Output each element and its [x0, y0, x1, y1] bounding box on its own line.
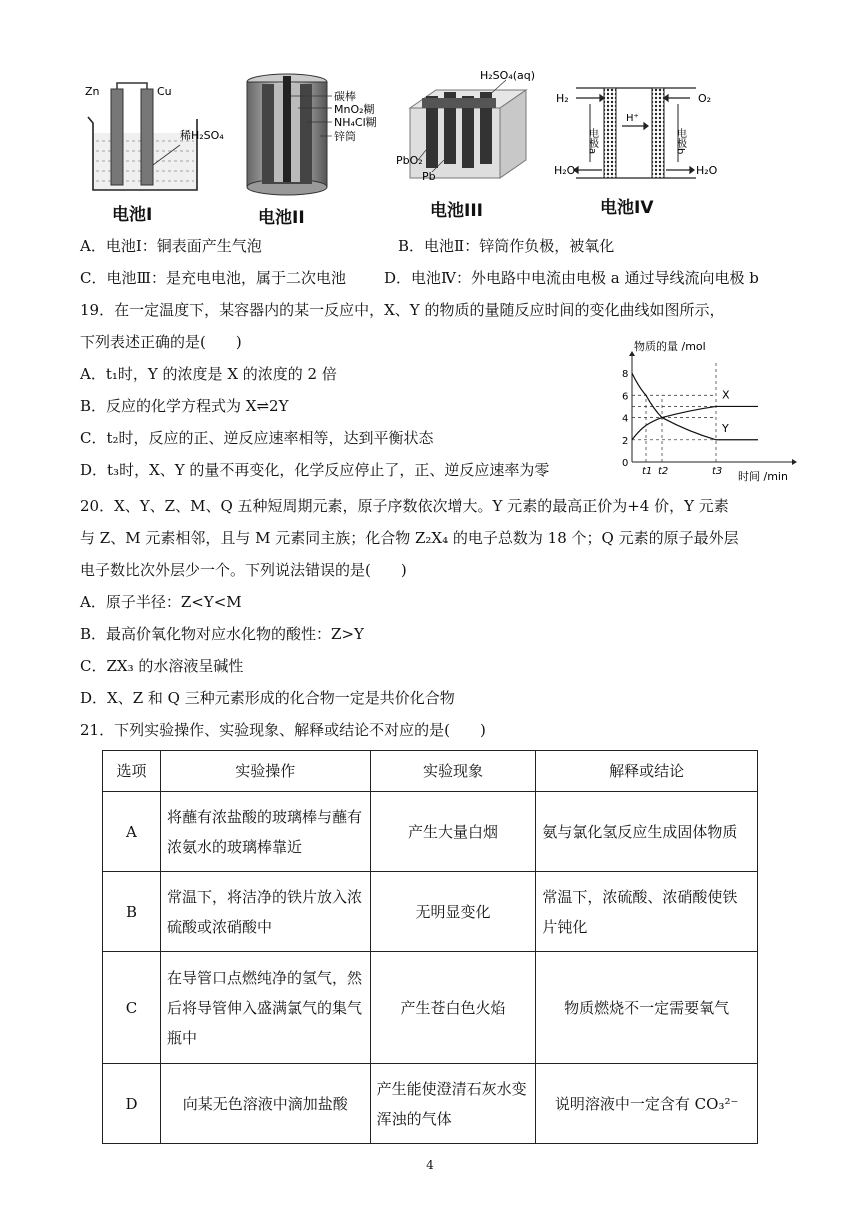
chart-x-tick-label: t1	[642, 466, 653, 477]
nh4cl-label: NH₄Cl糊	[334, 116, 377, 129]
q19-option-a: A．t₁时，Y 的浓度是 X 的浓度的 2 倍	[80, 365, 337, 383]
zn-label: Zn	[85, 85, 100, 98]
electrode-a-label: 电极a	[586, 128, 598, 155]
q18-option-c: C．电池Ⅲ：是充电电池，属于二次电池	[80, 269, 346, 287]
pbo2-label: PbO₂	[396, 154, 423, 167]
row-phenomenon: 产生大量白烟	[370, 792, 536, 872]
table-row	[103, 792, 758, 872]
h2o-left-label: H₂O	[554, 164, 576, 177]
chart-ylabel: 物质的量 /mol	[634, 340, 706, 353]
zinc-can-label: 锌筒	[334, 130, 356, 143]
q18-option-b: B．电池Ⅱ：锌筒作负极，被氧化	[398, 237, 615, 255]
q19-option-c: C．t₂时，反应的正、逆反应速率相等，达到平衡状态	[80, 429, 434, 447]
q18-option-d: D．电池Ⅳ：外电路中电流由电极 a 通过导线流向电极 b	[384, 269, 759, 287]
q20-option-d: D．X、Z 和 Q 三种元素形成的化合物一定是共价化合物	[80, 689, 455, 707]
carbon-rod-label: 碳棒	[334, 90, 356, 103]
q18-option-a: A．电池Ⅰ：铜表面产生气泡	[80, 237, 262, 255]
q19-option-b: B．反应的化学方程式为 X⇌2Y	[80, 397, 289, 415]
o2-label: O₂	[698, 92, 712, 105]
page-number: 4	[426, 1158, 434, 1172]
cell-1-figure	[80, 75, 240, 200]
cell-2-caption: 电池II	[258, 208, 305, 228]
row-conclusion: 氨与氯化氢反应生成固体物质	[536, 792, 758, 872]
chart-x-tick-label: t2	[658, 466, 669, 477]
electrode-b-label: 电极b	[674, 128, 686, 155]
row-operation: 向某无色溶液中滴加盐酸	[160, 1064, 370, 1144]
q19-stem-line1: 19．在一定温度下，某容器内的某一反应中，X、Y 的物质的量随反应时间的变化曲线如图所示，	[80, 301, 725, 319]
acid-label: 稀H₂SO₄	[180, 129, 224, 142]
q20-stem-line3: 电子数比次外层少一个。下列说法错误的是( )	[80, 561, 407, 579]
chart-series-y-label: Y	[722, 421, 729, 435]
table-row	[103, 872, 758, 952]
table-row	[103, 1064, 758, 1144]
cell-1-caption: 电池I	[112, 205, 153, 225]
chart-xlabel: 时间 /min	[738, 470, 788, 483]
header-option: 选项	[103, 751, 161, 792]
header-conclusion: 解释或结论	[536, 751, 758, 792]
chart-x-tick-label: t3	[712, 466, 723, 477]
row-phenomenon: 无明显变化	[370, 872, 536, 952]
header-operation: 实验操作	[160, 751, 370, 792]
q19-option-d: D．t₃时，X、Y 的量不再变化，化学反应停止了，正、逆反应速率为零	[80, 461, 550, 479]
row-conclusion: 物质燃烧不一定需要氧气	[536, 952, 758, 1064]
row-conclusion: 说明溶液中一定含有 CO₃²⁻	[536, 1064, 758, 1144]
row-conclusion: 常温下，浓硫酸、浓硝酸使铁片钝化	[536, 872, 758, 952]
h2-label: H₂	[556, 92, 569, 105]
chart-y-tick-label: 4	[622, 413, 629, 425]
h2o-right-label: H₂O	[696, 164, 718, 177]
chart-x-arrow	[792, 459, 797, 465]
chart-series-x-label: X	[722, 388, 730, 402]
cell-4-caption: 电池IV	[600, 198, 654, 218]
row-operation: 将蘸有浓盐酸的玻璃棒与蘸有浓氨水的玻璃棒靠近	[160, 792, 370, 872]
chart-series-x-line	[632, 406, 758, 439]
q20-stem-line2: 与 Z、M 元素相邻，且与 M 元素同主族；化合物 Z₂X₄ 的电子总数为 18 个；Q 元素的原子最外层	[80, 529, 739, 547]
q20-option-a: A．原子半径：Z<Y<M	[80, 593, 242, 611]
h2so4-label: H₂SO₄(aq)	[480, 69, 536, 82]
chart-y-tick-label: 6	[622, 391, 629, 403]
row-phenomenon: 产生能使澄清石灰水变浑浊的气体	[370, 1064, 536, 1144]
cell-4-figure	[554, 84, 724, 184]
row-operation: 在导管口点燃纯净的氢气，然后将导管伸入盛满氯气的集气瓶中	[160, 952, 370, 1064]
q21-stem: 21．下列实验操作、实验现象、解释或结论不对应的是( )	[80, 721, 486, 739]
header-phenomenon: 实验现象	[370, 751, 536, 792]
table-row	[103, 952, 758, 1064]
cell-3-caption: 电池III	[430, 201, 483, 221]
q19-stem-line2: 下列表述正确的是( )	[80, 333, 242, 351]
chart-y-tick-label: 8	[622, 369, 629, 381]
row-option: C	[103, 952, 161, 1064]
pb-label: Pb	[422, 170, 436, 183]
q20-option-b: B．最高价氧化物对应水化物的酸性：Z>Y	[80, 625, 364, 643]
cell-3-figure	[396, 68, 546, 198]
chart-y-tick-label: 2	[622, 435, 629, 447]
row-option: A	[103, 792, 161, 872]
row-option: B	[103, 872, 161, 952]
chart-y-tick-label: 0	[622, 458, 629, 469]
row-option: D	[103, 1064, 161, 1144]
cu-label: Cu	[157, 85, 172, 98]
q20-stem-line1: 20．X、Y、Z、M、Q 五种短周期元素，原子序数依次增大。Y 元素的最高正价为+4 价，Y 元素	[80, 497, 729, 515]
mno2-label: MnO₂糊	[334, 103, 375, 116]
row-operation: 常温下，将洁净的铁片放入浓硫酸或浓硝酸中	[160, 872, 370, 952]
row-phenomenon: 产生苍白色火焰	[370, 952, 536, 1064]
q19-chart	[610, 336, 800, 486]
experiment-table	[102, 750, 758, 1144]
h-ion-label: H⁺	[626, 113, 639, 124]
q20-option-c: C．ZX₃ 的水溶液呈碱性	[80, 657, 244, 675]
table-header-row	[103, 751, 758, 792]
cell-2-figure	[240, 70, 380, 200]
